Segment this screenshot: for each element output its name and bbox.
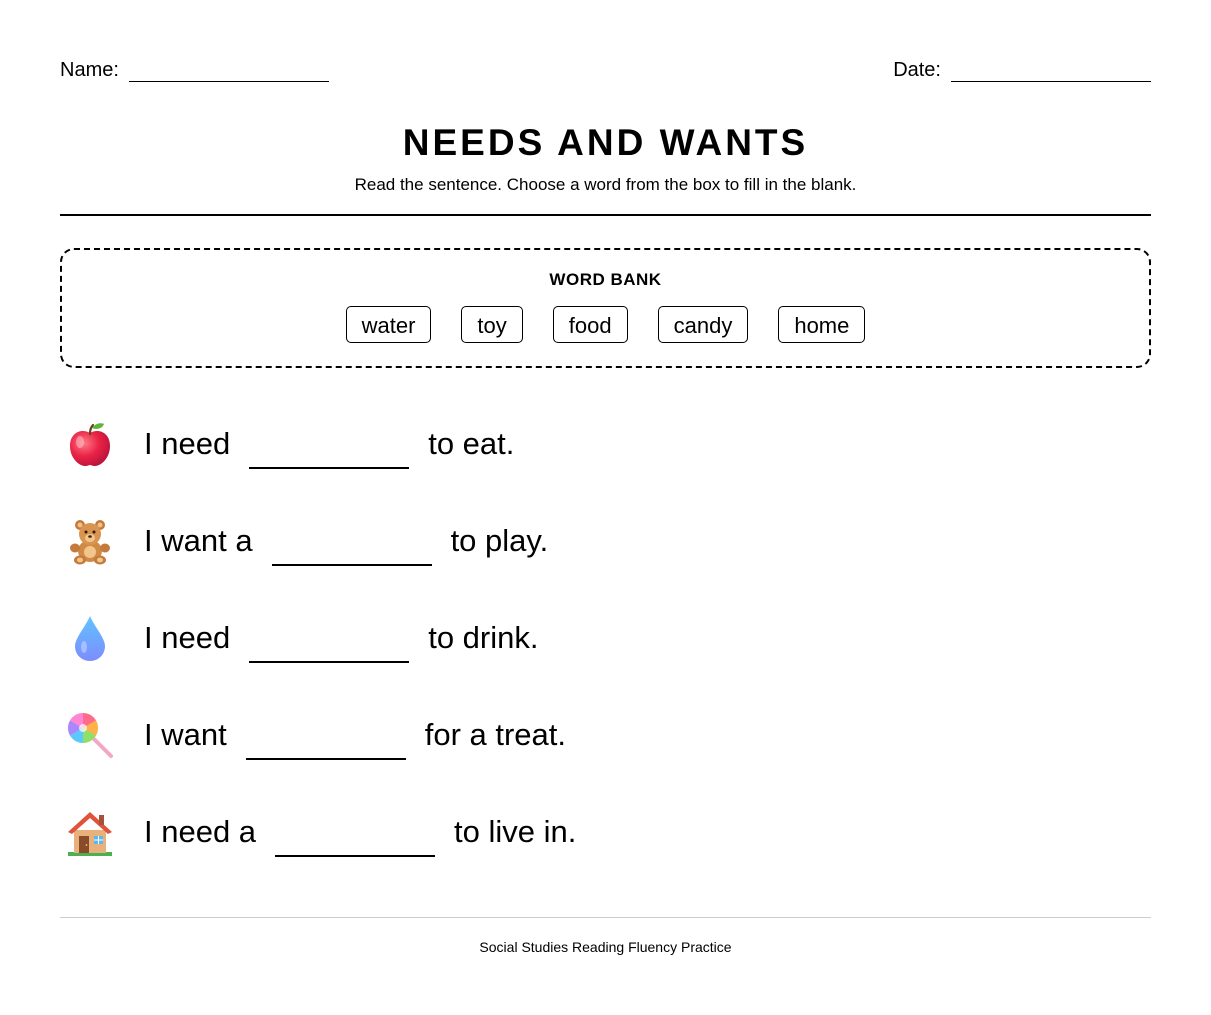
sentence-text (144, 612, 538, 664)
sentence-before: I need (144, 426, 231, 461)
sentence-before: I need (144, 620, 231, 655)
sentence-after: to play. (450, 523, 549, 558)
answer-blank (272, 528, 432, 566)
footer-divider (60, 917, 1151, 918)
sentence-after: for a treat. (424, 717, 567, 752)
sentence-row (60, 418, 1151, 515)
page-title: NEEDS AND WANTS (402, 122, 809, 163)
title-divider (60, 214, 1151, 216)
answer-blank (249, 625, 409, 663)
water-drop-icon (60, 612, 120, 664)
teddy-bear-icon (60, 515, 120, 567)
footer-text: Social Studies Reading Fluency Practice (479, 939, 732, 955)
sentence-before: I need a (144, 814, 257, 849)
sentence-after: to live in. (454, 814, 577, 849)
date-field (893, 58, 1151, 82)
name-field (60, 58, 329, 82)
sentence-row (60, 515, 1151, 612)
instructions: Read the sentence. Choose a word from the box to fill in the blank. (354, 175, 857, 194)
sentence-list (60, 418, 1151, 903)
answer-blank (275, 819, 435, 857)
sentence-text (144, 806, 576, 858)
header-fields (60, 58, 1151, 84)
sentence-text (144, 515, 548, 567)
lollipop-icon (60, 709, 120, 761)
house-icon (60, 806, 120, 858)
sentence-after: to drink. (428, 620, 539, 655)
name-blank (129, 59, 329, 82)
apple-icon (60, 418, 120, 470)
name-label: Name: (60, 59, 119, 81)
sentence-before: I want (144, 717, 227, 752)
sentence-text (144, 418, 514, 470)
worksheet-page (60, 0, 1151, 1015)
sentence-before: I want a (144, 523, 253, 558)
sentence-row (60, 612, 1151, 709)
word-bank (60, 248, 1151, 368)
word-chip-water: water (346, 306, 432, 343)
sentence-text (144, 709, 566, 761)
answer-blank (249, 431, 409, 469)
word-chip-food: food (553, 306, 628, 343)
word-bank-title: WORD BANK (549, 270, 662, 289)
word-chip-toy: toy (461, 306, 522, 343)
word-list (62, 306, 1149, 343)
date-label: Date: (893, 59, 941, 81)
sentence-row (60, 709, 1151, 806)
date-blank (951, 59, 1151, 82)
sentence-after: to eat. (428, 426, 515, 461)
word-chip-home: home (778, 306, 865, 343)
word-chip-candy: candy (658, 306, 749, 343)
sentence-row (60, 806, 1151, 903)
answer-blank (246, 722, 406, 760)
